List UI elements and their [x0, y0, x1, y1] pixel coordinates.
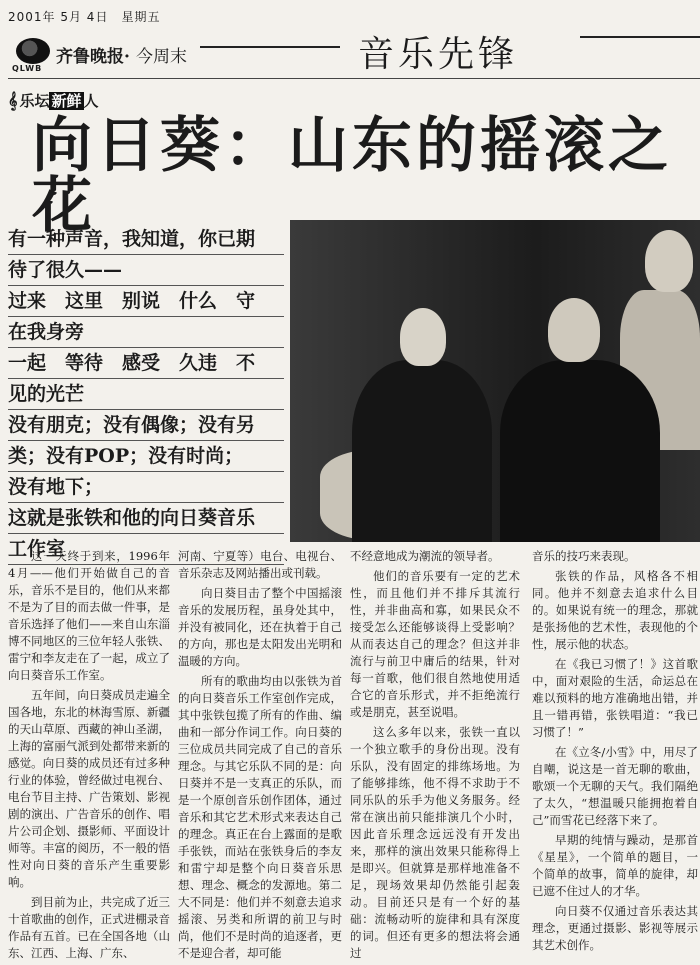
- section-title: 音乐先锋: [358, 34, 519, 75]
- newspaper-masthead: [8, 36, 208, 76]
- article-column-1: [8, 548, 170, 965]
- article-paragraph: 所有的歌曲均由以张铁为首的向日葵音乐工作室创作完成，其中张铁包揽了所有的作曲、编曲和一部分作词工作。向日葵的三位成员共同完成了自己的音乐理念。与其它乐队不同的是：向日葵并不是一支真正的乐队，而是一个原创音乐创作团体，通过音乐和其它艺术形式来表达自己的理念。真正在台上露面的是歌手张铁，而站在张铁身后的李友和雷宁却是整个向日葵音乐思想、理念、概念的发源地。第二大不同是：他们并不刻意去追求摇滚、另类和所谓的前卫与时尚，他们不是时尚的追逐者，更不是迎合者，却可能: [178, 674, 342, 960]
- article-paragraph: 他们的音乐要有一定的艺术性，而且他们并不排斥其流行性，并非曲高和寡，如果民众不接受怎么还能够谈得上受影响？从而表达自己的理念？但这并非流行与前卫中庸后的结果，针对每一首歌，他们很自然地使用适合它的音乐形式，并不拒绝流行或是朋克，甚至说唱。: [350, 569, 520, 719]
- lyric-line: 过来 这里 别说 什么 守: [8, 286, 284, 317]
- lyric-line: 一起 等待 感受 久违 不: [8, 348, 284, 379]
- article-paragraph: 音乐的技巧来表现。: [532, 549, 636, 563]
- article-headline: 向日葵：山东的摇滚之花: [32, 111, 672, 241]
- article-paragraph: 向日葵不仅通过音乐表达其理念，更通过摄影、影视等展示其艺术创作。: [532, 904, 698, 952]
- header-divider: [8, 78, 700, 79]
- column-tag-highlight: 新鲜: [51, 92, 82, 110]
- column-tag-prefix: 乐坛: [19, 92, 50, 110]
- article-paragraph: 河南、宁夏等）电台、电视台、音乐杂志及网站播出或刊载。: [178, 549, 342, 580]
- article-paragraph: 到目前为止，共完成了近三十首歌曲的创作，正式进棚录音作品有五首。已在全国各地（山东、江西、上海、广东、: [8, 895, 170, 960]
- issue-date: 2001年 5月 4日 星期五: [8, 10, 161, 24]
- lyric-line: 类；没有POP；没有时尚；: [8, 441, 284, 472]
- article-paragraph: 不经意地成为潮流的领导者。: [350, 549, 500, 563]
- lyric-line: 没有地下；: [8, 472, 284, 503]
- article-paragraph: 早期的纯情与躁动，是那首《星星》，一个简单的题目，一个简单的故事，简单的旋律，却已遮不住过人的才华。: [532, 833, 698, 898]
- music-note-icon: 𝄞: [8, 91, 18, 110]
- lyric-line: 在我身旁: [8, 317, 284, 348]
- band-photo: [290, 220, 700, 542]
- newspaper-name: 齐鲁晚报·: [56, 47, 130, 67]
- band-member-center-head: [548, 298, 600, 362]
- lyrics-pullquote: [8, 224, 284, 565]
- newspaper-logo-icon: [16, 38, 50, 64]
- header-rule-left: [200, 46, 340, 48]
- band-member-left-head: [400, 308, 446, 366]
- header-rule-right: [580, 36, 700, 38]
- column-tag-suffix: 人: [83, 92, 99, 110]
- article-paragraph: 张铁的作品，风格各不相同。他并不刻意去追求什么目的。如果说有统一的理念，那就是张扬他的艺术性，表现他的个性，展示他的状态。: [532, 569, 698, 651]
- article-paragraph: 这一天终于到来，1996年4月——他们开始做自己的音乐，音乐不是目的，他们从来都不是为了目的而去做一件事，是音乐选择了他们——来自山东淄博不同地区的三位年轻人张铁、雷宁和李友走在了一起，成立了向日葵音乐工作室。: [8, 549, 170, 682]
- lyric-line: 待了很久——: [8, 255, 284, 286]
- article-column-4: [532, 548, 698, 957]
- article-paragraph: 向日葵目击了整个中国摇滚音乐的发展历程，虽身处其中，并没有被同化，还在执着于自己的方向，那也是太阳发出光明和温暖的方向。: [178, 586, 342, 668]
- article-paragraph: 五年间，向日葵成员走遍全国各地，东北的林海雪原、新疆的天山草原、西藏的神山圣湖，上海的富丽气派到处都带来新的感觉。向日葵的成员还有过多种行业的体验，曾经做过电视台、电台节目主持、广告策划、影视剧的演出、广告音乐的创作、唱片公司企划、摄影师、平面设计师等。丰富的阅历，不一般的悟性对向日葵的音乐产生重要影响。: [8, 688, 170, 889]
- lyric-line: 见的光芒: [8, 379, 284, 410]
- article-paragraph: 在《我已习惯了！》这首歌中，面对艰险的生活，命运总在难以预料的地方准确地出错，并且一错再错，张铁唱道：“我已习惯了！”: [532, 657, 698, 739]
- article-column-3: [350, 548, 520, 965]
- band-member-right-head: [645, 230, 693, 292]
- supplement-name: 今周末: [136, 47, 187, 67]
- article-column-2: [178, 548, 342, 965]
- band-member-left-body: [352, 360, 492, 542]
- lyric-line: 工作室: [8, 534, 284, 565]
- article-paragraph: 这么多年以来，张铁一直以一个独立歌手的身份出现。没有乐队，没有固定的排练场地。为了能够排练，他不得不求助于不同乐队的乐手为他义务服务。经常在演出前只能排演几个小时，因此音乐理念远远没有开发出来，那样的演出效果只能称得上是即兴。但就算是那样地准备不足，现场效果却仍然能引起轰动。目前还只是有一个好的基础：流畅动听的旋律和具有深度的词。但还有更多的想法将会通过: [350, 725, 520, 960]
- lyric-line: 有一种声音，我知道，你已期: [8, 224, 284, 255]
- lyric-line: 没有朋克；没有偶像；没有另: [8, 410, 284, 441]
- lyric-line: 这就是张铁和他的向日葵音乐: [8, 503, 284, 534]
- column-tag: [8, 90, 99, 111]
- logo-letters: QLWB: [12, 64, 43, 73]
- band-member-center-body: [500, 360, 660, 542]
- article-paragraph: 在《立冬/小雪》中，用尽了自嘲，说这是一首无聊的歌曲，歌颂一个无聊的天气。我们隔绝了太久，“想温暖只能拥抱着自己”而雪花已经落下来了。: [532, 745, 698, 827]
